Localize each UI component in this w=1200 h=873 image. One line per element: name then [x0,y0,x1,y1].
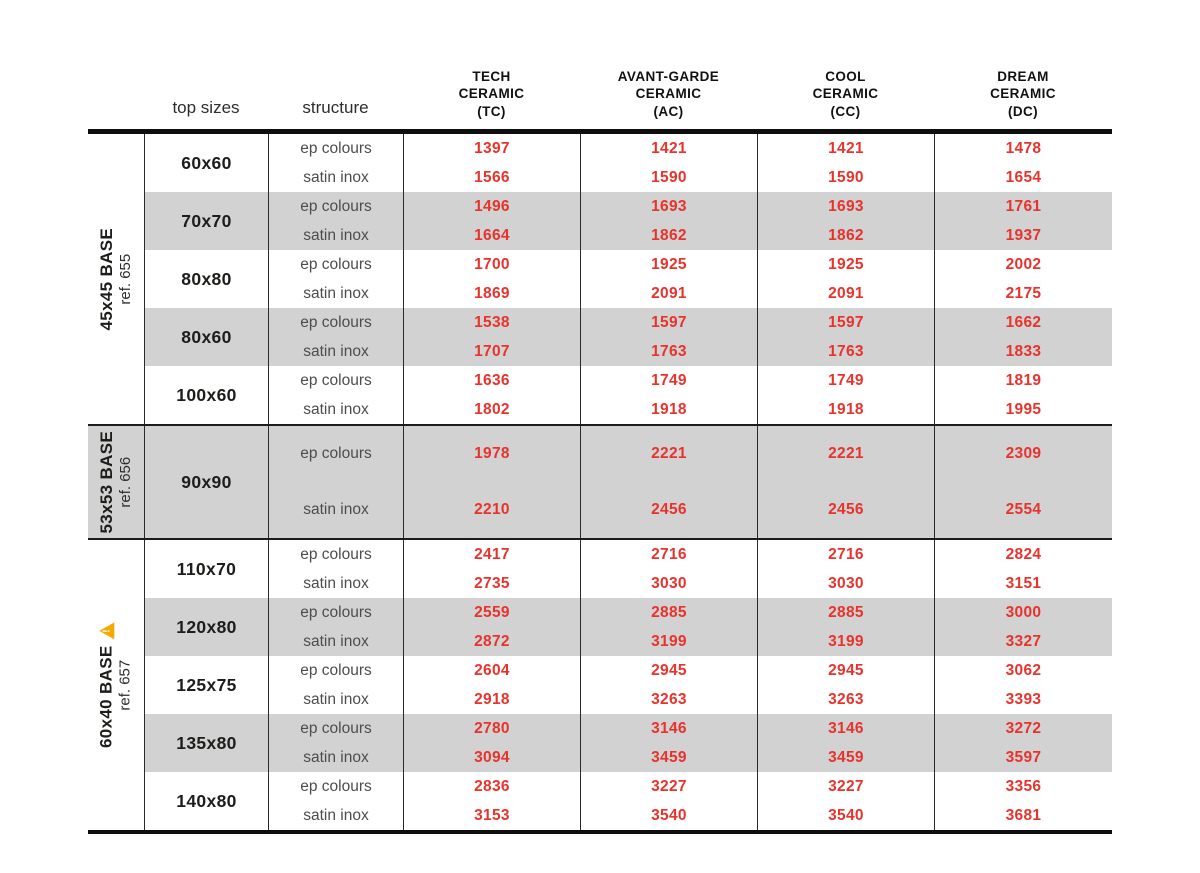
price-ep-colours: 1749 [828,371,864,389]
structure-label-satin: satin inox [303,284,369,302]
size-cell: 70x70 [144,192,268,250]
price-satin-inox: 1937 [1005,226,1042,244]
price-satin-inox: 3199 [651,632,687,650]
size-cell: 125x75 [144,656,268,714]
structure-label-satin: satin inox [303,400,369,418]
price-ep-colours: 2885 [828,603,864,621]
price-satin-inox: 1918 [828,400,864,418]
table-row-140x80 [144,772,1112,830]
price-satin-inox: 2554 [1005,501,1042,518]
table-row-125x75 [144,656,1112,714]
price-satin-inox: 3151 [1005,574,1042,592]
price-ep-colours: 3062 [1005,661,1042,679]
base-section-53x53 [88,424,1112,538]
header-line: CERAMIC [990,86,1056,102]
price-satin-inox: 1763 [828,342,864,360]
price-ep-colours: 2002 [1005,255,1042,273]
price-satin-inox: 2456 [828,501,864,518]
header-line: (DC) [1007,103,1039,119]
structure-label-satin: satin inox [303,806,369,824]
table-row-135x80 [144,714,1112,772]
price-satin-inox: 3263 [651,690,687,708]
structure-label-ep: ep colours [300,371,372,389]
price-ep-colours: 3356 [1005,777,1042,795]
price-ep-colours: 1700 [474,255,510,273]
price-ep-colours: 3000 [1005,603,1042,621]
price-satin-inox: 1869 [474,284,510,302]
price-ep-colours: 2716 [651,545,687,563]
base-name: 60x40 BASE ! [97,622,117,748]
price-satin-inox: 3459 [828,748,864,766]
structure-label-satin: satin inox [303,690,369,708]
structure-label-satin: satin inox [303,748,369,766]
price-cell-cool-ceramic [757,540,934,598]
structure-cell [268,714,403,772]
price-cell-cool-ceramic [757,250,934,308]
structure-cell [268,308,403,366]
base-section-60x40 [88,538,1112,830]
price-satin-inox: 1707 [474,342,510,360]
price-cell-avant-garde-ceramic [580,656,757,714]
price-satin-inox: 1918 [651,400,687,418]
price-cell-cool-ceramic [757,772,934,830]
column-header-avant-garde-ceramic [580,68,757,129]
base-label [97,228,135,331]
price-ep-colours: 1636 [474,371,510,389]
price-satin-inox: 1763 [651,342,687,360]
price-ep-colours: 1761 [1005,197,1042,215]
price-cell-dream-ceramic [934,598,1112,656]
price-satin-inox: 3094 [474,748,510,766]
base-name: 45x45 BASE [96,227,116,331]
size-groups [144,134,1112,424]
table-row-80x80 [144,250,1112,308]
price-cell-tech-ceramic [403,426,580,538]
price-cell-dream-ceramic [934,192,1112,250]
structure-cell [268,540,403,598]
table-row-110x70 [144,540,1112,598]
price-satin-inox: 3681 [1005,806,1042,824]
price-satin-inox: 2091 [828,284,864,302]
price-cell-cool-ceramic [757,192,934,250]
price-satin-inox: 2872 [474,632,510,650]
price-cell-tech-ceramic [403,192,580,250]
structure-cell [268,134,403,192]
size-cell: 90x90 [144,426,268,538]
base-label-cell [88,134,144,424]
structure-cell [268,192,403,250]
price-satin-inox: 3540 [651,806,687,824]
price-satin-inox: 1995 [1005,400,1042,418]
price-satin-inox: 3263 [828,690,864,708]
price-ep-colours: 1925 [828,255,864,273]
price-ep-colours: 2604 [474,661,510,679]
structure-label-satin: satin inox [303,632,369,650]
price-cell-dream-ceramic [934,308,1112,366]
size-cell: 80x80 [144,250,268,308]
price-satin-inox: 2456 [651,501,687,518]
size-cell: 80x60 [144,308,268,366]
price-cell-dream-ceramic [934,714,1112,772]
price-cell-tech-ceramic [403,540,580,598]
price-satin-inox: 1654 [1005,168,1042,186]
price-satin-inox: 1862 [651,226,687,244]
header-line: (AC) [653,103,684,119]
size-groups [144,426,1112,538]
header-line: CERAMIC [458,86,525,102]
price-cell-cool-ceramic [757,366,934,424]
size-cell: 110x70 [144,540,268,598]
price-satin-inox: 3153 [474,806,510,824]
price-table [88,55,1112,834]
structure-cell [268,656,403,714]
price-cell-dream-ceramic [934,656,1112,714]
price-ep-colours: 2559 [474,603,510,621]
price-ep-colours: 1421 [828,139,864,157]
price-ep-colours: 3146 [828,719,864,737]
price-ep-colours: 2221 [651,445,687,462]
price-cell-avant-garde-ceramic [580,714,757,772]
price-satin-inox: 2735 [474,574,510,592]
structure-label-ep: ep colours [300,719,372,737]
price-cell-cool-ceramic [757,426,934,538]
table-header-row [88,55,1112,129]
price-ep-colours: 1978 [474,445,510,462]
size-cell: 100x60 [144,366,268,424]
price-cell-tech-ceramic [403,772,580,830]
price-cell-cool-ceramic [757,134,934,192]
price-satin-inox: 3199 [828,632,864,650]
price-cell-tech-ceramic [403,250,580,308]
price-cell-avant-garde-ceramic [580,598,757,656]
price-satin-inox: 3393 [1005,690,1042,708]
header-line: CERAMIC [812,86,879,102]
price-satin-inox: 1862 [828,226,864,244]
table-bottom-rule [88,830,1112,834]
price-ep-colours: 1538 [474,313,510,331]
price-ep-colours: 2945 [651,661,687,679]
price-satin-inox: 3540 [828,806,864,824]
column-header-structure: structure [302,98,369,117]
price-satin-inox: 3597 [1005,748,1042,766]
structure-label-satin: satin inox [303,342,369,360]
structure-cell [268,250,403,308]
price-satin-inox: 1833 [1005,342,1042,360]
base-ref: ref. 655 [117,253,135,305]
price-ep-colours: 1749 [651,371,687,389]
price-cell-dream-ceramic [934,134,1112,192]
price-ep-colours: 2780 [474,719,510,737]
column-header-cool-ceramic [757,68,934,129]
structure-label-ep: ep colours [300,139,372,157]
price-cell-avant-garde-ceramic [580,134,757,192]
price-cell-cool-ceramic [757,308,934,366]
price-satin-inox: 3327 [1005,632,1042,650]
header-line: DREAM [997,69,1049,85]
price-ep-colours: 2885 [651,603,687,621]
structure-label-satin: satin inox [303,168,369,186]
table-row-70x70 [144,192,1112,250]
price-ep-colours: 3146 [651,719,687,737]
price-ep-colours: 2221 [828,445,864,462]
base-name: 53x53 BASE [96,430,116,534]
price-cell-tech-ceramic [403,714,580,772]
column-header-top-sizes: top sizes [172,98,240,117]
structure-label-ep: ep colours [300,313,372,331]
column-header-dream-ceramic [934,68,1112,129]
base-ref: ref. 656 [117,456,135,508]
base-section-45x45 [88,134,1112,424]
base-label [97,622,135,748]
price-ep-colours: 1397 [474,139,510,157]
warning-icon [100,622,115,639]
price-ep-colours: 2824 [1005,545,1042,563]
structure-label-satin: satin inox [303,574,369,592]
structure-cell [268,426,403,538]
price-ep-colours: 1693 [651,197,687,215]
price-satin-inox: 2210 [474,501,510,518]
structure-label-ep: ep colours [300,197,372,215]
price-ep-colours: 1478 [1005,139,1042,157]
price-ep-colours: 1693 [828,197,864,215]
size-cell: 120x80 [144,598,268,656]
price-ep-colours: 1421 [651,139,687,157]
price-ep-colours: 3227 [828,777,864,795]
price-cell-dream-ceramic [934,366,1112,424]
price-ep-colours: 1597 [651,313,687,331]
price-ep-colours: 1662 [1005,313,1042,331]
size-groups [144,540,1112,830]
header-line: (TC) [477,103,506,119]
price-ep-colours: 1597 [828,313,864,331]
structure-label-ep: ep colours [300,255,372,273]
table-row-60x60 [144,134,1112,192]
price-ep-colours: 3227 [651,777,687,795]
price-satin-inox: 3459 [651,748,687,766]
price-satin-inox: 1566 [474,168,510,186]
table-row-90x90 [144,426,1112,538]
price-cell-avant-garde-ceramic [580,366,757,424]
price-cell-tech-ceramic [403,134,580,192]
size-cell: 60x60 [144,134,268,192]
structure-cell [268,366,403,424]
structure-cell [268,772,403,830]
column-header-tech-ceramic [403,68,580,129]
price-ep-colours: 2836 [474,777,510,795]
price-cell-cool-ceramic [757,714,934,772]
base-label-cell [88,540,144,830]
base-ref: ref. 657 [117,659,135,711]
header-line: CERAMIC [635,86,702,102]
price-satin-inox: 3030 [651,574,687,592]
price-cell-tech-ceramic [403,656,580,714]
table-body [88,134,1112,830]
header-line: AVANT-GARDE [617,69,720,85]
price-cell-tech-ceramic [403,366,580,424]
price-cell-dream-ceramic [934,426,1112,538]
structure-label-satin: satin inox [303,501,369,518]
table-row-80x60 [144,308,1112,366]
price-ep-colours: 2716 [828,545,864,563]
price-cell-tech-ceramic [403,308,580,366]
header-line: TECH [472,69,511,85]
price-satin-inox: 2175 [1005,284,1042,302]
structure-label-ep: ep colours [300,603,372,621]
price-ep-colours: 2309 [1005,445,1042,462]
size-cell: 135x80 [144,714,268,772]
price-ep-colours: 3272 [1005,719,1042,737]
price-cell-avant-garde-ceramic [580,308,757,366]
price-ep-colours: 1925 [651,255,687,273]
size-cell: 140x80 [144,772,268,830]
table-row-100x60 [144,366,1112,424]
price-cell-avant-garde-ceramic [580,540,757,598]
structure-label-ep: ep colours [300,445,372,462]
structure-label-ep: ep colours [300,661,372,679]
price-ep-colours: 1819 [1005,371,1042,389]
price-cell-tech-ceramic [403,598,580,656]
price-cell-avant-garde-ceramic [580,250,757,308]
price-satin-inox: 1664 [474,226,510,244]
price-ep-colours: 1496 [474,197,510,215]
price-cell-cool-ceramic [757,656,934,714]
price-satin-inox: 1802 [474,400,510,418]
price-satin-inox: 1590 [651,168,687,186]
price-satin-inox: 1590 [828,168,864,186]
price-cell-dream-ceramic [934,772,1112,830]
structure-cell [268,598,403,656]
price-satin-inox: 2918 [474,690,510,708]
price-cell-avant-garde-ceramic [580,192,757,250]
base-label-cell [88,426,144,538]
base-label [97,431,135,534]
price-cell-dream-ceramic [934,540,1112,598]
price-satin-inox: 2091 [651,284,687,302]
price-cell-avant-garde-ceramic [580,772,757,830]
price-cell-avant-garde-ceramic [580,426,757,538]
structure-label-ep: ep colours [300,545,372,563]
price-ep-colours: 2417 [474,545,510,563]
structure-label-satin: satin inox [303,226,369,244]
price-satin-inox: 3030 [828,574,864,592]
price-cell-cool-ceramic [757,598,934,656]
price-ep-colours: 2945 [828,661,864,679]
header-line: (CC) [830,103,861,119]
price-cell-dream-ceramic [934,250,1112,308]
table-row-120x80 [144,598,1112,656]
header-line: COOL [825,69,866,85]
structure-label-ep: ep colours [300,777,372,795]
